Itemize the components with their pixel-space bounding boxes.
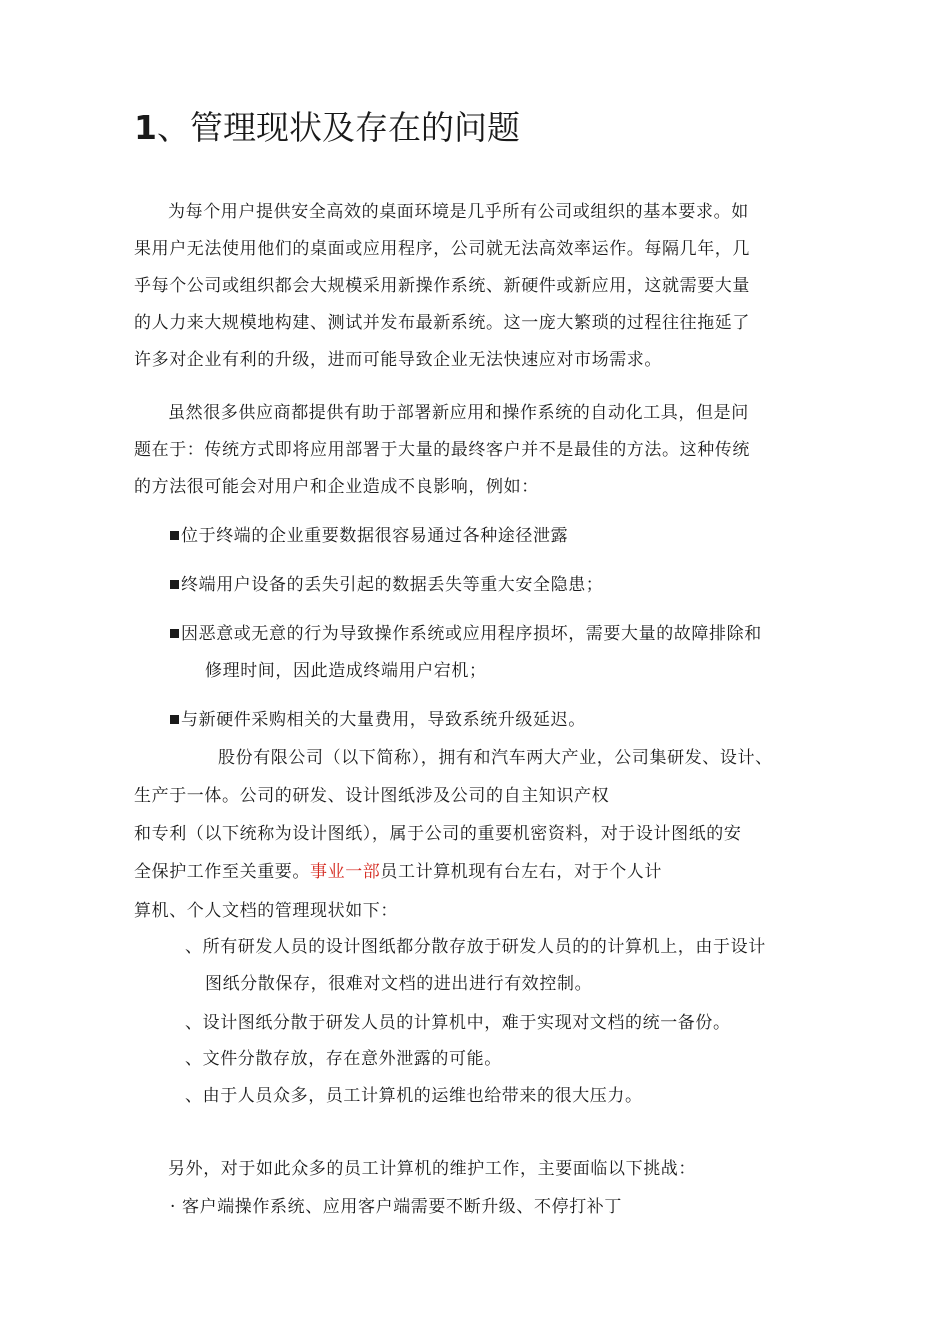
paragraph-line: 的方法很可能会对用户和企业造成不良影响，例如： bbox=[134, 477, 539, 497]
company-line: 和专利（以下统称为设计图纸），属于公司的重要机密资料，对于设计图纸的安 bbox=[134, 824, 742, 844]
paragraph-line: 果用户无法使用他们的桌面或应用程序，公司就无法高效率运作。每隔几年，几 bbox=[134, 239, 750, 259]
bullet-item bbox=[170, 573, 603, 597]
challenge-item: · 客户端操作系统、应用客户端需要不断升级、不停打补丁 bbox=[170, 1197, 623, 1217]
status-item: 、由于人员众多，员工计算机的运维也给带来的很大压力。 bbox=[185, 1086, 643, 1106]
bullet-text: 位于终端的企业重要数据很容易通过各种途径泄露 bbox=[181, 526, 569, 546]
status-item: 、设计图纸分散于研发人员的计算机中，难于实现对文档的统一备份。 bbox=[185, 1013, 731, 1033]
company-line: 股份有限公司（以下简称），拥有和汽车两大产业，公司集研发、设计、 bbox=[218, 748, 773, 768]
section-heading bbox=[134, 104, 520, 152]
bullet-continuation: 修理时间，因此造成终端用户宕机； bbox=[205, 661, 487, 681]
company-line: 生产于一体。公司的研发、设计图纸涉及公司的自主知识产权 bbox=[134, 786, 610, 806]
paragraph-line: 题在于：传统方式即将应用部署于大量的最终客户并不是最佳的方法。这种传统 bbox=[134, 440, 750, 460]
company-line: 算机、个人文档的管理现状如下： bbox=[134, 901, 398, 921]
paragraph-line: 许多对企业有利的升级，进而可能导致企业无法快速应对市场需求。 bbox=[134, 350, 662, 370]
bullet-item bbox=[170, 524, 568, 548]
company-line bbox=[134, 860, 662, 884]
status-item-continuation: 图纸分散保存，很难对文档的进出进行有效控制。 bbox=[205, 974, 593, 994]
status-item: 、文件分散存放，存在意外泄露的可能。 bbox=[185, 1049, 502, 1069]
bullet-text: 与新硬件采购相关的大量费用，导致系统升级延迟。 bbox=[181, 710, 586, 730]
bullet-text: 终端用户设备的丢失引起的数据丢失等重大安全隐患； bbox=[181, 575, 604, 595]
square-bullet-icon bbox=[170, 715, 179, 724]
section-title: 、管理现状及存在的问题 bbox=[156, 108, 520, 147]
status-item: 、所有研发人员的设计图纸都分散存放于研发人员的的计算机上，由于设计 bbox=[185, 937, 766, 957]
paragraph-line: 为每个用户提供安全高效的桌面环境是几乎所有公司或组织的基本要求。如 bbox=[168, 202, 749, 222]
challenges-intro: 另外，对于如此众多的员工计算机的维护工作，主要面临以下挑战： bbox=[168, 1159, 696, 1179]
paragraph-line: 的人力来大规模地构建、测试并发布最新系统。这一庞大繁琐的过程往往拖延了 bbox=[134, 313, 750, 333]
paragraph-line: 乎每个公司或组织都会大规模采用新操作系统、新硬件或新应用，这就需要大量 bbox=[134, 276, 750, 296]
company-text: 员工计算机现有台左右，对于个人计 bbox=[380, 862, 663, 882]
square-bullet-icon bbox=[170, 531, 179, 540]
bullet-item bbox=[170, 708, 586, 732]
paragraph-line: 虽然很多供应商都提供有助于部署新应用和操作系统的自动化工具，但是问 bbox=[168, 403, 749, 423]
department-highlight: 事业一部 bbox=[310, 862, 381, 882]
square-bullet-icon bbox=[170, 629, 179, 638]
square-bullet-icon bbox=[170, 580, 179, 589]
company-text: 全保护工作至关重要。 bbox=[134, 862, 310, 882]
bullet-text: 因恶意或无意的行为导致操作系统或应用程序损坏，需要大量的故障排除和 bbox=[181, 624, 762, 644]
section-number: 1 bbox=[134, 108, 157, 147]
bullet-item bbox=[170, 622, 762, 646]
